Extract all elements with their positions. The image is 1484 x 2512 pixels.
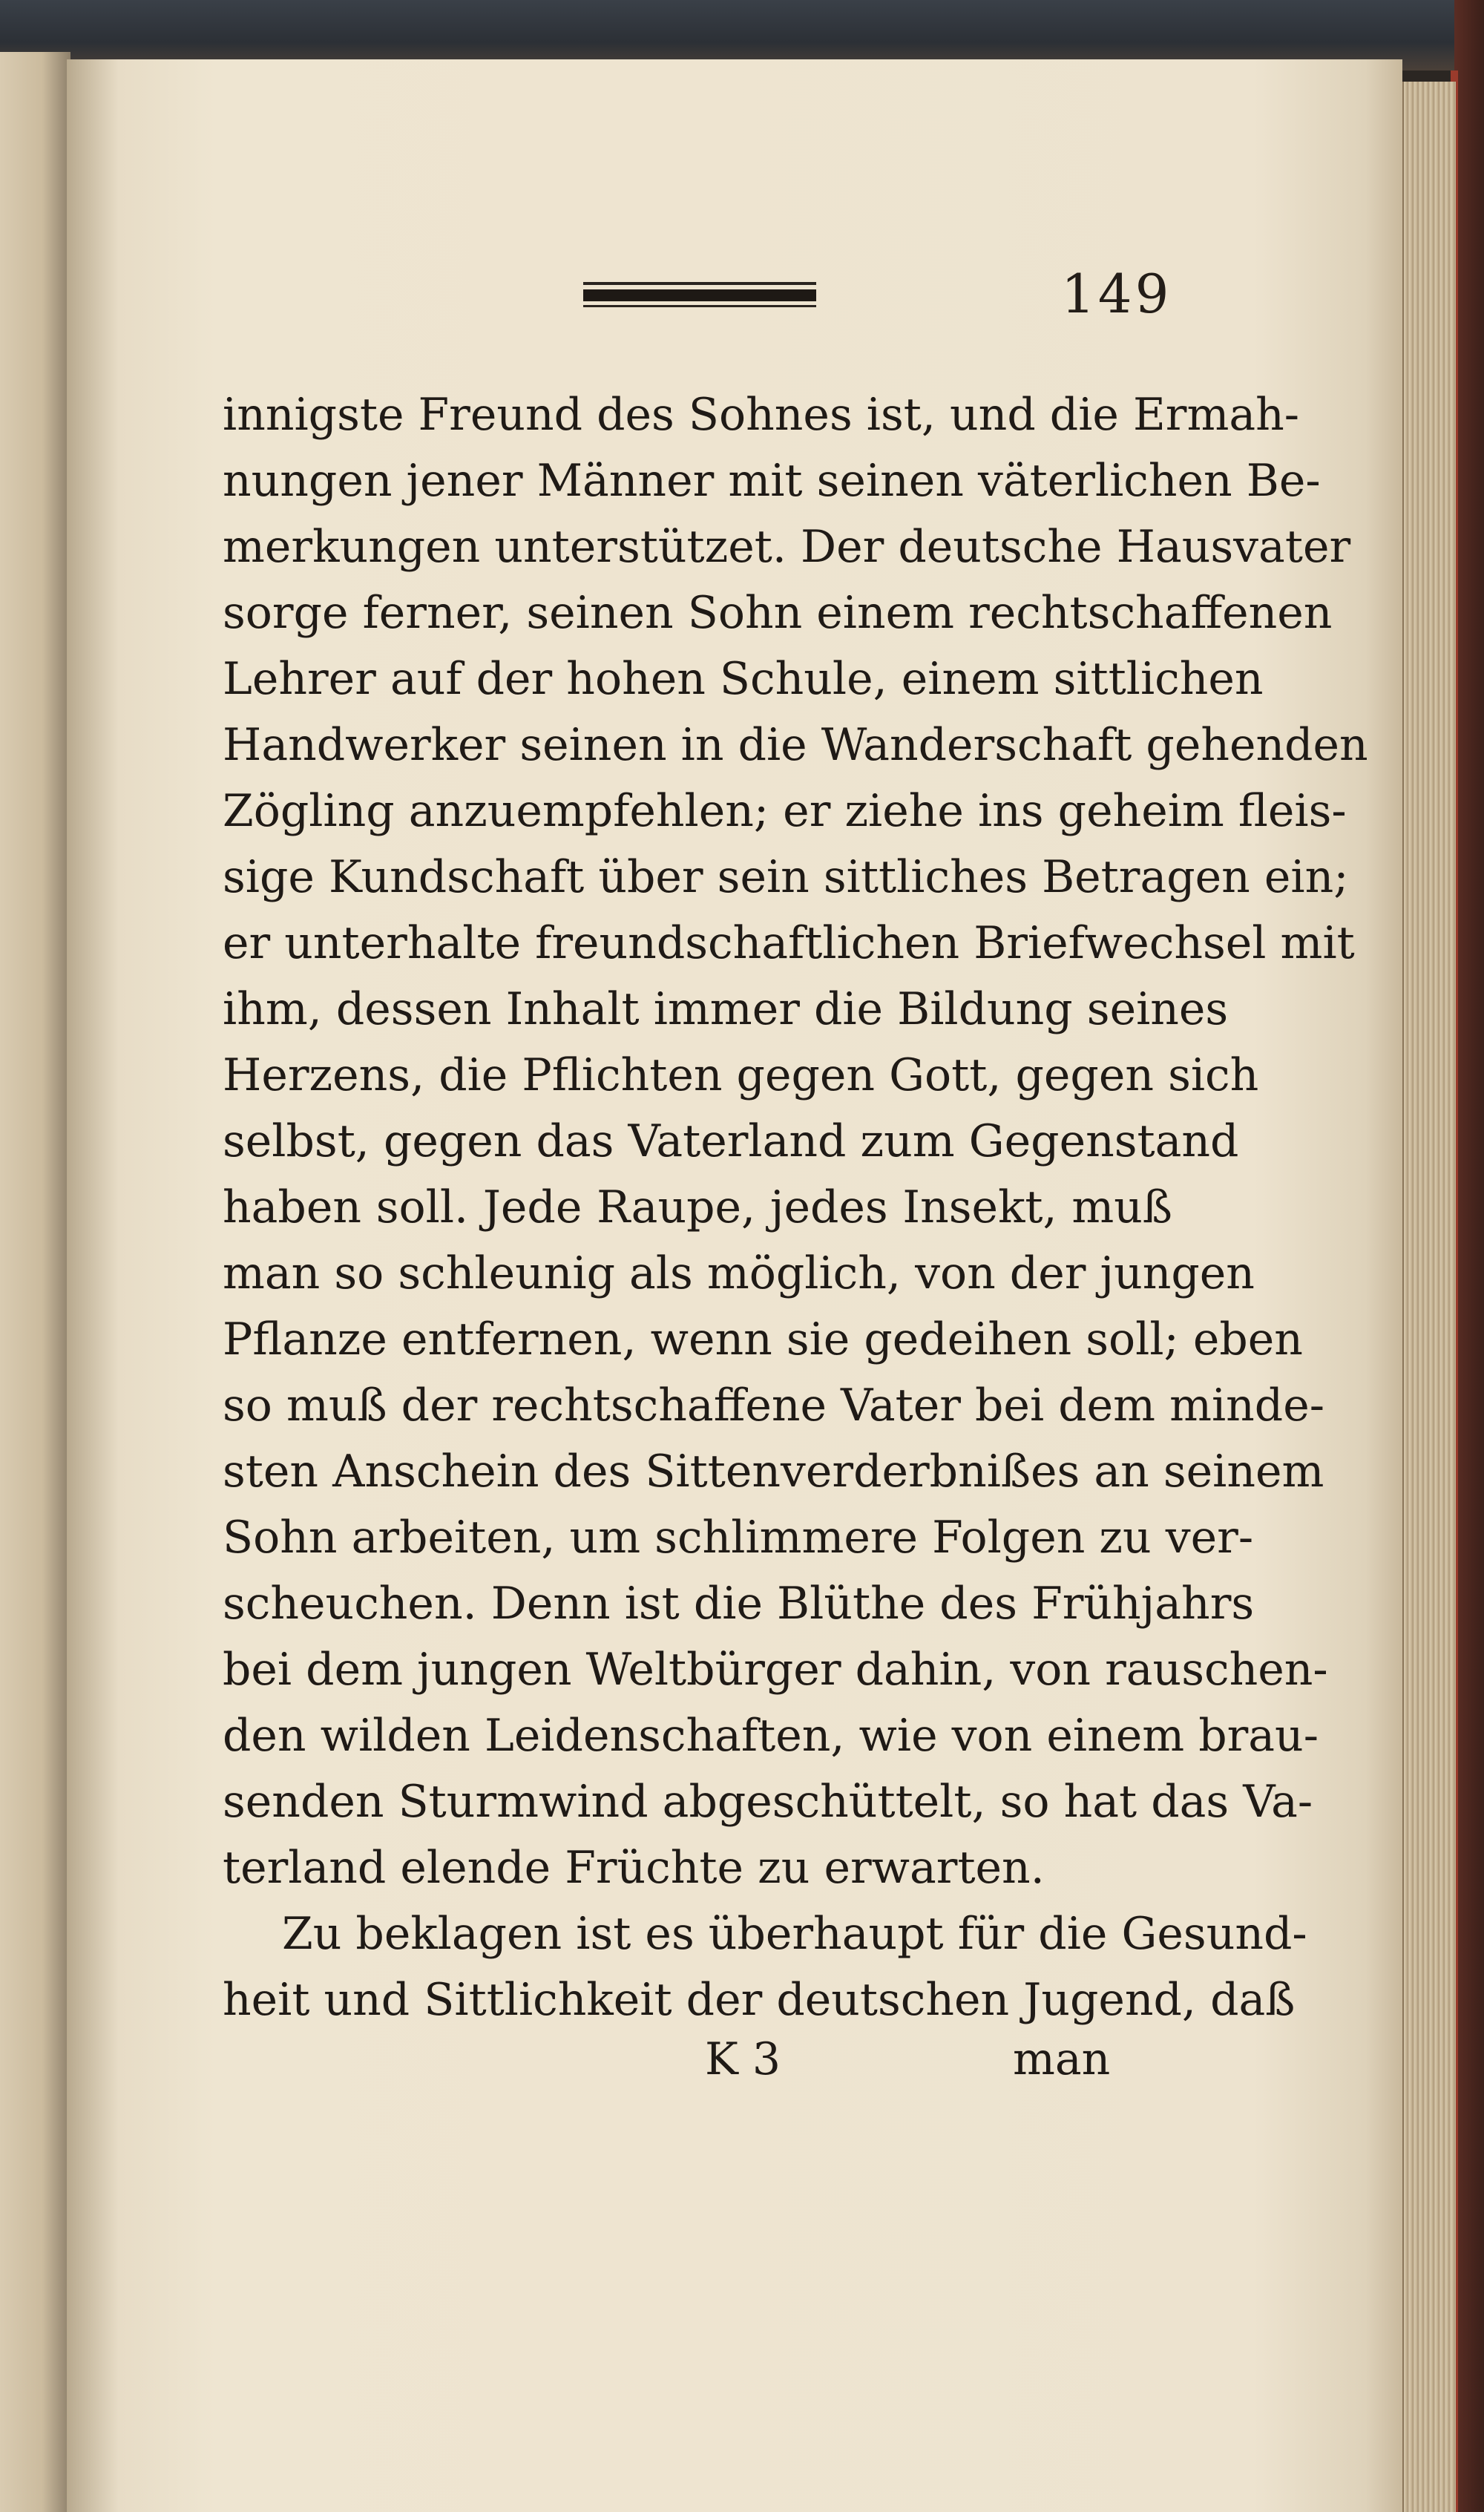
ornament-thick-line [583,289,816,301]
text-line: sige Kundschaft über sein sittliches Betragen ein; [223,851,1349,903]
text-line: nungen jener Männer mit seinen väterlichen Be- [223,455,1321,507]
text-line: sten Anschein des Sittenverderbnißes an seinem [223,1446,1324,1498]
text-line: heit und Sittlichkeit der deutschen Jugend, daß [223,1974,1296,2026]
signature-mark: K 3 [705,2033,781,2085]
text-line: er unterhalte freundschaftlichen Briefwechsel mit [223,917,1355,969]
facing-page-edge [0,52,70,2512]
text-line: den wilden Leidenschaften, wie von einem brau- [223,1710,1319,1762]
book-cover-right [1454,0,1484,2512]
text-line: Sohn arbeiten, um schlimmere Folgen zu ver- [223,1512,1254,1564]
text-line: Pflanze entfernen, wenn sie gedeihen soll; eben [223,1314,1303,1365]
catchword: man [1013,2033,1111,2085]
text-line: innigste Freund des Sohnes ist, und die Ermah- [223,389,1300,441]
text-line: senden Sturmwind abgeschüttelt, so hat das Va- [223,1776,1313,1828]
text-line: Herzens, die Pflichten gegen Gott, gegen sich [223,1049,1259,1101]
text-line: sorge ferner, seinen Sohn einem rechtschaffenen [223,587,1333,639]
text-line: Lehrer auf der hohen Schule, einem sittlichen [223,653,1264,705]
text-line: merkungen unterstützet. Der deutsche Hausvater [223,521,1351,573]
stacked-page-edges [1402,82,1456,2512]
text-line: so muß der rechtschaffene Vater bei dem minde- [223,1380,1324,1432]
text-line: terland elende Früchte zu erwarten. [223,1842,1045,1894]
body-text [223,382,1368,2033]
header-ornament-rule [583,282,816,312]
text-line: ihm, dessen Inhalt immer die Bildung seines [223,983,1229,1035]
text-line: Handwerker seinen in die Wanderschaft gehenden [223,719,1368,771]
text-line: scheuchen. Denn ist die Blüthe des Frühjahrs [223,1578,1255,1630]
page-number: 149 [1061,263,1172,325]
ornament-thin-line [583,282,816,285]
text-line: Zu beklagen ist es überhaupt für die Gesund- [282,1908,1307,1960]
text-line: selbst, gegen das Vaterland zum Gegenstand [223,1115,1239,1167]
text-line: Zögling anzuempfehlen; er ziehe ins geheim fleis- [223,785,1347,837]
text-line: bei dem jungen Weltbürger dahin, von rauschen- [223,1644,1328,1696]
text-line: man so schleunig als möglich, von der jungen [223,1247,1255,1299]
text-line: haben soll. Jede Raupe, jedes Insekt, muß [223,1181,1172,1233]
ornament-thin-line [583,305,816,307]
